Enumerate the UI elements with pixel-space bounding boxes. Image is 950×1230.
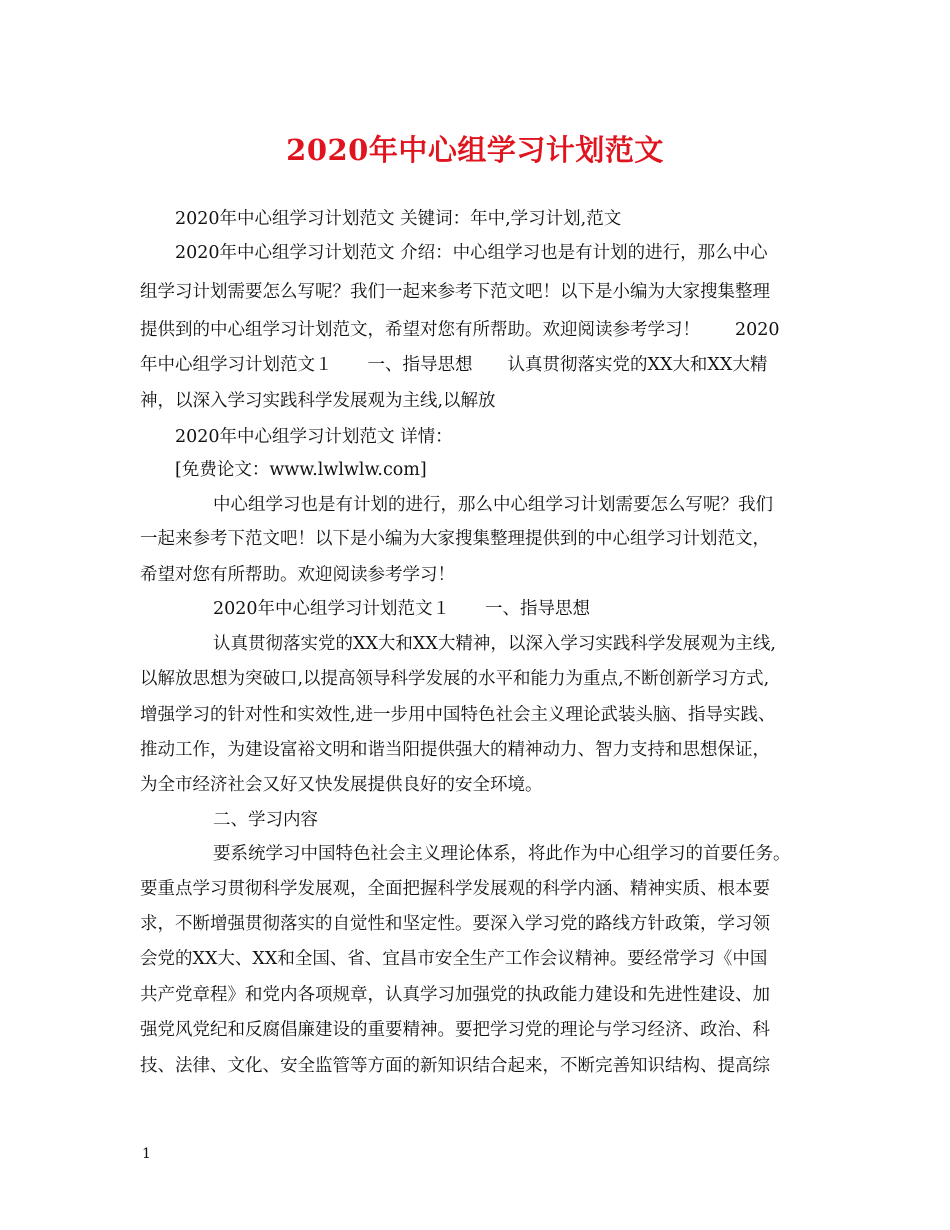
body-line: 希望对您有所帮助。欢迎阅读参考学习！ — [140, 565, 455, 585]
body-line: 求，不断增强贯彻落实的自觉性和坚定性。要深入学习党的路线方针政策，学习领 — [140, 914, 770, 934]
body-line: 中心组学习也是有计划的进行，那么中心组学习计划需要怎么写呢？我们 — [213, 495, 773, 515]
body-line: 增强学习的针对性和实效性,进一步用中国特色社会主义理论武装头脑、指导实践、 — [140, 705, 776, 725]
intro-line: 2020年中心组学习计划范文 介绍：中心组学习也是有计划的进行，那么中心 — [175, 243, 768, 263]
details-heading: 2020年中心组学习计划范文 详情： — [175, 427, 453, 447]
body-line: 为全市经济社会又好又快发展提供良好的安全环境。 — [140, 775, 543, 795]
body-line: 会党的XX大、XX和全国、省、宜昌市安全生产工作会议精神。要经常学习《中国 — [140, 949, 768, 969]
section-heading: 二、学习内容 — [213, 810, 318, 830]
source-link: [免费论文：www.lwlwlw.com] — [175, 460, 427, 480]
keywords-line: 2020年中心组学习计划范文 关键词：年中,学习计划,范文 — [175, 209, 622, 229]
document-title: 2020年中心组学习计划范文 — [286, 133, 664, 167]
body-line: 要系统学习中国特色社会主义理论体系，将此作为中心组学习的首要任务。 — [213, 844, 791, 864]
intro-line: 提供到的中心组学习计划范文，希望对您有所帮助。欢迎阅读参考学习！ 2020 — [140, 320, 780, 340]
body-line: 以解放思想为突破口,以提高领导科学发展的水平和能力为重点,不断创新学习方式, — [140, 669, 770, 689]
intro-line: 神，以深入学习实践科学发展观为主线,以解放 — [140, 391, 496, 411]
intro-line: 年中心组学习计划范文１ 一、指导思想 认真贯彻落实党的XX大和XX大精 — [140, 355, 768, 375]
page-number: 1 — [142, 1146, 151, 1162]
body-line: 认真贯彻落实党的XX大和XX大精神，以深入学习实践科学发展观为主线, — [213, 634, 776, 654]
section-heading: 2020年中心组学习计划范文１ 一、指导思想 — [213, 599, 591, 619]
body-line: 强党风党纪和反腐倡廉建设的重要精神。要把学习党的理论与学习经济、政治、科 — [140, 1020, 770, 1040]
intro-line: 组学习计划需要怎么写呢？我们一起来参考下范文吧！以下是小编为大家搜集整理 — [140, 282, 770, 302]
body-line: 推动工作，为建设富裕文明和谐当阳提供强大的精神动力、智力支持和思想保证， — [140, 740, 770, 760]
body-line: 一起来参考下范文吧！以下是小编为大家搜集整理提供到的中心组学习计划范文， — [140, 529, 770, 549]
body-line: 要重点学习贯彻科学发展观，全面把握科学发展观的科学内涵、精神实质、根本要 — [140, 879, 770, 899]
body-line: 共产党章程》和党内各项规章，认真学习加强党的执政能力建设和先进性建设、加 — [140, 985, 770, 1005]
body-line: 技、法律、文化、安全监管等方面的新知识结合起来，不断完善知识结构、提高综 — [140, 1056, 770, 1076]
